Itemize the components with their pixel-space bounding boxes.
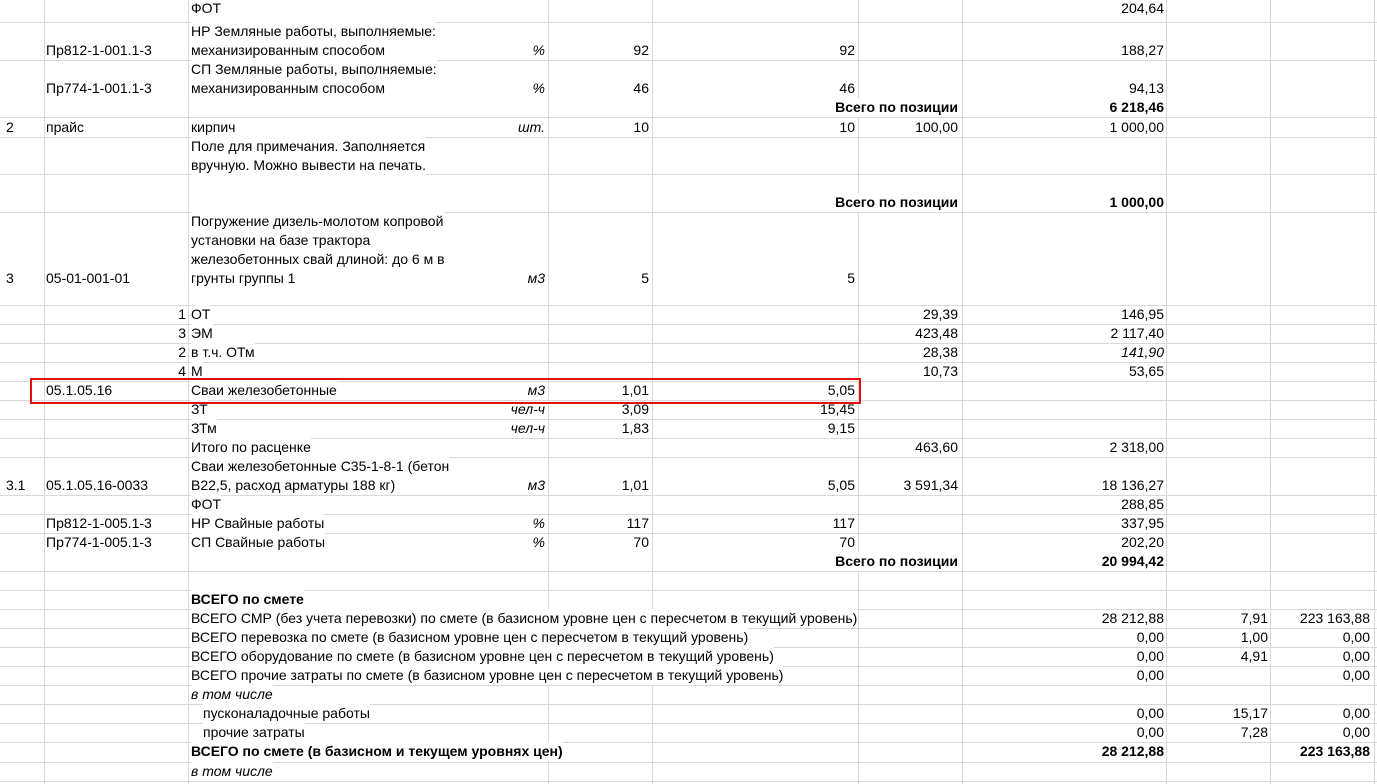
piles-c35-total-qty[interactable]: 5,05: [827, 477, 855, 493]
sp-piles-qty[interactable]: 70: [633, 534, 649, 550]
commissioning-index[interactable]: 15,17: [1232, 705, 1268, 721]
equipment-total-current[interactable]: 0,00: [1342, 648, 1370, 664]
other-costs-desc-indent[interactable]: прочие затраты: [203, 724, 305, 740]
transport-total-current[interactable]: 0,00: [1342, 629, 1370, 645]
ztm-qty[interactable]: 1,83: [621, 420, 649, 436]
piles-c35-num[interactable]: 3.1: [6, 477, 26, 493]
transport-total-index[interactable]: 1,00: [1240, 629, 1268, 645]
otm-idx[interactable]: 2: [178, 344, 186, 360]
position-total-3-label-wide[interactable]: Всего по позиции: [835, 553, 958, 569]
position-total-2-label-wide[interactable]: Всего по позиции: [835, 194, 958, 210]
brick-price[interactable]: 100,00: [915, 119, 958, 135]
em-desc[interactable]: ЭМ: [191, 325, 213, 341]
position-total-2-total[interactable]: 1 000,00: [1109, 194, 1164, 210]
piles-c35-desc[interactable]: [191, 457, 449, 495]
piles-desc[interactable]: Сваи железобетонные: [191, 382, 337, 398]
brick-num[interactable]: 2: [6, 119, 14, 135]
cell-line: Погружение дизель-молотом копровой: [191, 213, 444, 229]
otm-desc[interactable]: в т.ч. ОТм: [191, 344, 255, 360]
smr-total-current[interactable]: 223 163,88: [1299, 610, 1370, 626]
including-1-desc[interactable]: в том числе: [191, 686, 273, 702]
row-gridline: [0, 571, 1377, 572]
m-total[interactable]: 53,65: [1128, 363, 1164, 379]
nr-earthworks-code[interactable]: Пр812-1-001.1-3: [46, 42, 152, 58]
m-desc[interactable]: М: [191, 363, 203, 379]
nr-piles-total-qty[interactable]: 117: [832, 515, 855, 531]
nr-piles-desc[interactable]: НР Свайные работы: [191, 515, 325, 531]
position-total-1-label-wide[interactable]: Всего по позиции: [835, 99, 958, 115]
pile-driving-desc[interactable]: [191, 212, 445, 288]
grand-total-total[interactable]: 28 212,88: [1101, 743, 1164, 759]
estimate-total-header-desc[interactable]: ВСЕГО по смете: [191, 591, 304, 607]
nr-piles-total[interactable]: 337,95: [1121, 515, 1164, 531]
fot-1-desc[interactable]: ФОТ: [191, 0, 222, 16]
nr-earthworks-qty[interactable]: 92: [633, 42, 649, 58]
other-costs-total-current[interactable]: 0,00: [1342, 667, 1370, 683]
m-idx[interactable]: 4: [178, 363, 186, 379]
sp-earthworks-qty[interactable]: 46: [633, 80, 649, 96]
row-gridline: [0, 781, 1377, 782]
nr-earthworks-desc[interactable]: [191, 22, 436, 60]
rate-total-price[interactable]: 463,60: [915, 439, 958, 455]
ztm-unit[interactable]: чел-ч: [510, 420, 545, 436]
piles-c35-qty[interactable]: 1,01: [621, 477, 649, 493]
sp-earthworks-total-qty[interactable]: 46: [839, 80, 855, 96]
other-costs-total[interactable]: 0,00: [1136, 724, 1164, 740]
brick-qty[interactable]: 10: [633, 119, 649, 135]
brick-code[interactable]: прайс: [46, 119, 84, 135]
ztm-desc[interactable]: ЗТм: [191, 420, 217, 436]
fot-2-total[interactable]: 288,85: [1121, 496, 1164, 512]
cell-line: СП Земляные работы, выполняемые:: [191, 61, 437, 77]
cell-line: механизированным способом: [191, 42, 385, 58]
nr-piles-qty[interactable]: 117: [626, 515, 649, 531]
transport-total-total[interactable]: 0,00: [1136, 629, 1164, 645]
cell-line: грунты группы 1: [191, 270, 296, 286]
commissioning-total[interactable]: 0,00: [1136, 705, 1164, 721]
note-desc[interactable]: [191, 137, 426, 175]
cell-line: механизированным способом: [191, 80, 385, 96]
cell-line: НР Земляные работы, выполняемые:: [191, 23, 436, 39]
commissioning-desc-indent[interactable]: пусконаладочные работы: [203, 705, 370, 721]
sp-earthworks-unit[interactable]: %: [532, 80, 545, 96]
equipment-total-index[interactable]: 4,91: [1240, 648, 1268, 664]
pile-driving-num[interactable]: 3: [6, 270, 14, 286]
brick-total[interactable]: 1 000,00: [1109, 119, 1164, 135]
other-costs-current[interactable]: 0,00: [1342, 724, 1370, 740]
equipment-total-desc[interactable]: ВСЕГО оборудование по смете (в базисном уровне цен с пересчетом в текущий уровень): [191, 648, 774, 664]
piles-c35-price[interactable]: 3 591,34: [903, 477, 958, 493]
ot-idx[interactable]: 1: [178, 306, 186, 322]
sp-piles-code[interactable]: Пр774-1-005.1-3: [46, 534, 152, 550]
piles-unit[interactable]: м3: [527, 382, 545, 398]
sp-piles-total[interactable]: 202,20: [1121, 534, 1164, 550]
ot-desc[interactable]: ОТ: [191, 306, 211, 322]
other-costs-total-total[interactable]: 0,00: [1136, 667, 1164, 683]
grand-total-desc[interactable]: ВСЕГО по смете (в базисном и текущем уровнях цен): [191, 743, 563, 759]
piles-total-qty[interactable]: 5,05: [827, 382, 855, 398]
otm-total[interactable]: 141,90: [1121, 344, 1164, 360]
sp-earthworks-desc[interactable]: [191, 60, 437, 98]
cell-line: Поле для примечания. Заполняется: [191, 138, 426, 154]
zt-unit[interactable]: чел-ч: [510, 401, 545, 417]
ot-price[interactable]: 29,39: [922, 306, 958, 322]
smr-total-total[interactable]: 28 212,88: [1101, 610, 1164, 626]
sp-piles-desc[interactable]: СП Свайные работы: [191, 534, 326, 550]
cell-line: железобетонных свай длиной: до 6 м в: [191, 251, 445, 267]
including-2-desc[interactable]: в том числе: [191, 763, 273, 779]
equipment-total-total[interactable]: 0,00: [1136, 648, 1164, 664]
position-total-1-total[interactable]: 6 218,46: [1109, 99, 1164, 115]
zt-qty[interactable]: 3,09: [621, 401, 649, 417]
pile-driving-unit[interactable]: м3: [527, 270, 545, 286]
zt-total-qty[interactable]: 15,45: [819, 401, 855, 417]
other-costs-index[interactable]: 7,28: [1240, 724, 1268, 740]
sp-earthworks-code[interactable]: Пр774-1-001.1-3: [46, 80, 152, 96]
m-price[interactable]: 10,73: [922, 363, 958, 379]
smr-total-desc[interactable]: ВСЕГО СМР (без учета перевозки) по смете (в базисном уровне цен с пересчетом в текущий уровень): [191, 610, 858, 626]
rate-total-total[interactable]: 2 318,00: [1109, 439, 1164, 455]
nr-piles-unit[interactable]: %: [532, 515, 545, 531]
zt-desc[interactable]: ЗТ: [191, 401, 208, 417]
grand-total-current[interactable]: 223 163,88: [1299, 743, 1370, 759]
em-total[interactable]: 2 117,40: [1110, 325, 1164, 341]
piles-c35-code[interactable]: 05.1.05.16-0033: [46, 477, 148, 493]
nr-piles-code[interactable]: Пр812-1-005.1-3: [46, 515, 152, 531]
position-total-3-total[interactable]: 20 994,42: [1101, 553, 1164, 569]
row-gridline: [0, 362, 1377, 363]
brick-desc[interactable]: кирпич: [191, 119, 236, 135]
other-costs-total-desc[interactable]: ВСЕГО прочие затраты по смете (в базисном уровне цен с пересчетом в текущий уровень): [191, 667, 784, 683]
piles-c35-total[interactable]: 18 136,27: [1101, 477, 1164, 493]
piles-qty[interactable]: 1,01: [621, 382, 649, 398]
cell-line: Сваи железобетонные С35-1-8-1 (бетон: [191, 458, 450, 474]
transport-total-desc[interactable]: ВСЕГО перевозка по смете (в базисном уровне цен с пересчетом в текущий уровень): [191, 629, 749, 645]
ztm-total-qty[interactable]: 9,15: [827, 420, 855, 436]
nr-earthworks-unit[interactable]: %: [532, 42, 545, 58]
em-price[interactable]: 423,48: [915, 325, 958, 341]
cell-line: вручную. Можно вывести на печать.: [191, 157, 426, 173]
em-idx[interactable]: 3: [178, 325, 186, 341]
fot-1-total[interactable]: 204,64: [1121, 0, 1164, 16]
piles-code[interactable]: 05.1.05.16: [46, 382, 113, 398]
sp-earthworks-total[interactable]: 94,13: [1128, 80, 1164, 96]
sp-piles-total-qty[interactable]: 70: [839, 534, 855, 550]
nr-earthworks-total[interactable]: 188,27: [1121, 42, 1164, 58]
pile-driving-qty[interactable]: 5: [641, 270, 649, 286]
ot-total[interactable]: 146,95: [1121, 306, 1164, 322]
sp-piles-unit[interactable]: %: [532, 534, 545, 550]
cell-line: В22,5, расход арматуры 188 кг): [191, 477, 396, 493]
otm-price[interactable]: 28,38: [922, 344, 958, 360]
cell-line: установки на базе трактора: [191, 232, 371, 248]
nr-earthworks-total-qty[interactable]: 92: [839, 42, 855, 58]
piles-c35-unit[interactable]: м3: [527, 477, 545, 493]
brick-total-qty[interactable]: 10: [839, 119, 855, 135]
brick-unit[interactable]: шт.: [517, 119, 545, 135]
rate-total-desc[interactable]: Итого по расценке: [191, 439, 311, 455]
commissioning-current[interactable]: 0,00: [1342, 705, 1370, 721]
pile-driving-code[interactable]: 05-01-001-01: [46, 270, 131, 286]
smr-total-index[interactable]: 7,91: [1240, 610, 1268, 626]
fot-2-desc[interactable]: ФОТ: [191, 496, 222, 512]
pile-driving-total-qty[interactable]: 5: [847, 270, 855, 286]
